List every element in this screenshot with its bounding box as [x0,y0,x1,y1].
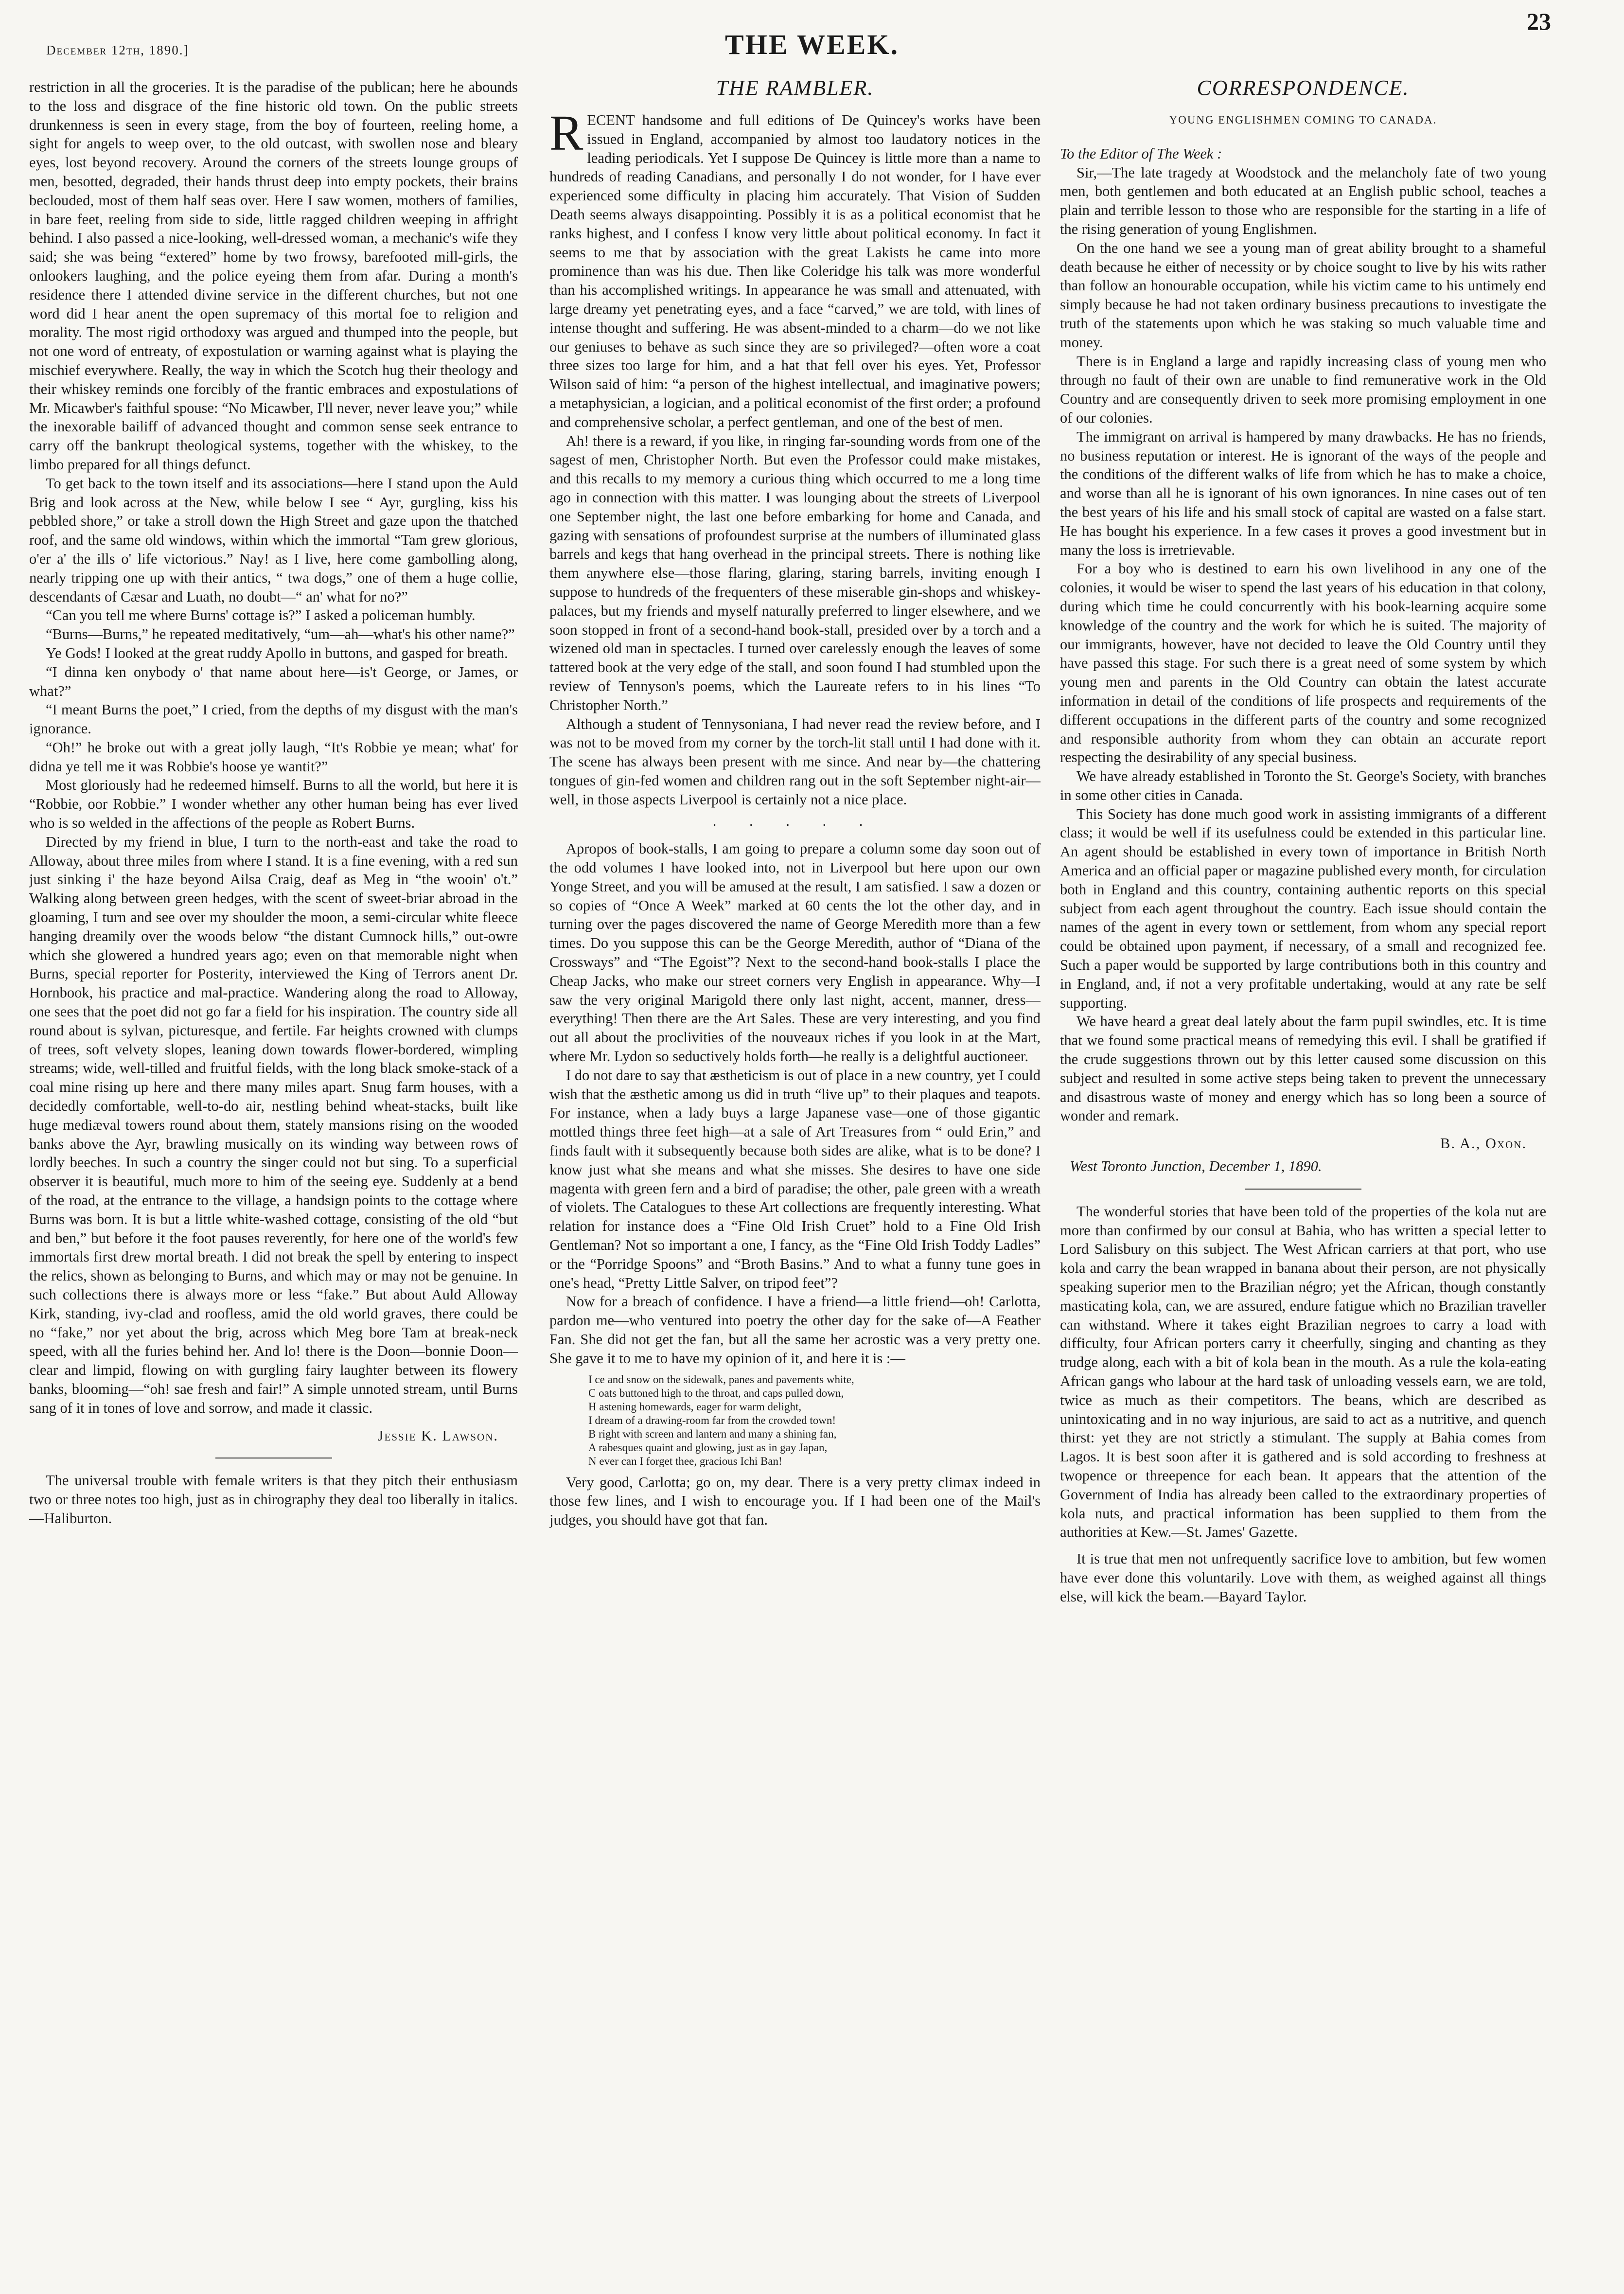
article-paragraph: Although a student of Tennysoniana, I had never read the review before, and I was not to be moved from my corner by the torch-lit stall until I had done with it. The scene has always been present with me since. And near by—the chattering tongues of gin-fed women and children rang out in the soft September night-air—well, in those aspects Liverpool is certainly not a nice place. [549,715,1041,808]
letter-paragraph: We have heard a great deal lately about the farm pupil swindles, etc. It is time that we found some practical means of remedying this evil. I shall be gratified if the crude suggestions thrown out by this letter caused some discussion on this subject and resulted in some active steps being taken to prevent the unnecessary and disastrous waste of money and energy which has so long been a source of wonder and remark. [1060,1013,1546,1124]
newspaper-title: THE WEEK. [725,29,899,60]
letter-paragraph: There is in England a large and rapidly increasing class of young men who through no fault of their own are unable to find remunerative work in the Old Country and are consequently driven to seek more promising employment in one of our colonies. [1060,353,1546,426]
article-paragraph: RECENT handsome and full editions of De Quincey's works have been issued in England, accompanied by almost too laudatory notices in the leading periodicals. Yet I suppose De Quincey is little more than a name to hundreds of reading Canadians, and personally I do not wonder, for I have ever experienced some difficulty in placing him accurately. That Vision of Sudden Death seems always disappointing. Possibly it is as a political economist that he ranks highest, and I confess I know very little about political economy. In fact it seems to me that by association with the great Lakists he came into more prominence than was his due. Then like Coleridge his talk was more wonderful than his accomplished writings. In appearance he was small and attenuated, with large dreamy yet penetrating eyes, and a face “carved,” we are told, with lines of intense thought and suffering. He was absent-minded to a charm—do we not like our geniuses to behave as such since they are so privileged?—often wore a coat three sizes too large for him, and a hat that fell over his eyes. Yet, Professor Wilson said of him: “a person of the highest intellectual, and imaginative powers; a metaphysician, a logician, and a political economist of the first order; a profound and comprehensive scholar, a perfect gentleman, and one of the best of men. [549,105,1041,430]
column-left [29,78,518,2286]
letter-heading: YOUNG ENGLISHMEN COMING TO CANADA. [1169,114,1437,126]
article-paragraph: “I meant Burns the poet,” I cried, from the depths of my disgust with the man's ignorance. [29,701,518,737]
drop-cap: R [549,105,583,161]
article-paragraph: “I dinna ken onybody o' that name about here—is't George, or James, or what?” [29,663,518,699]
article-paragraph: “Can you tell me where Burns' cottage is?” I asked a policeman humbly. [46,607,476,624]
poem-line: H astening homewards, eager for warm delight, [588,1400,802,1413]
article-paragraph: Now for a breach of confidence. I have a friend—a little friend—oh! Carlotta, pardon me—who ventured into poetry the other day for the sake of—A Feather Fan. She did not get the fan, but all the same her acrostic was a very pretty one. She gave it to me to have my opinion of it, and here it is :— [549,1293,1041,1367]
poem-line: A rabesques quaint and glowing, just as in gay Japan, [588,1441,828,1454]
poem-line: I dream of a drawing-room far from the crowded town! [588,1414,836,1426]
column-right [1060,78,1546,2286]
letter-paragraph: For a boy who is destined to earn his own livelihood in any one of the colonies, it would be wiser to spend the last years of his education in that colony, during which time he could concurrently with his book-learning acquire some knowledge of the country and the work for which he is suited. The majority of our immigrants, however, have not decided to leave the Old Country until they have passed this stage. For such there is a great need of some system by which young men and parents in the Old Country can obtain the latest accurate information in detail of the conditions of life prospects and requirements of the different occupations in the different parts of the country and some recognized and responsible authority from whom they can obtain an accurate report respecting the desirability of any special business. [1060,560,1546,766]
article-paragraph: Ah! there is a reward, if you like, in ringing far-sounding words from one of the sagest of men, Christopher North. But even the Professor could make mistakes, and this recalls to my memory a curious thing which occurred to me a long time ago in connection with this matter. I was lounging about the streets of Liverpool one September night, the last one before embarking for home and Canada, and gazing with sensations of profoundest surprise at the numbers of illuminated glass barrels and kegs that hang overhead in the principal streets. There is nothing like them anywhere else—those flaring, glaring, staring barrels, inviting enough I suppose to hundreds of the frequenters of these miserable gin-shops and whiskey-palaces, but my friends and myself naturally preferred to linger elsewhere, and we soon stopped in front of a second-hand book-stall, presided over by a torch and a wizened old man in spectacles. I turned over carelessly enough the leaves of some tattered book at the very edge of the stall, and soon found I had stumbled upon the review of Tennyson's poems, which the Laureate refers to in his lines “To Christopher North.” [549,432,1041,713]
article-paragraph: To get back to the town itself and its associations—here I stand upon the Auld Brig and look across at the New, while below I see “ Ayr, gurgling, kiss his pebbled shore,” or take a stroll down the High Street and gaze upon the thatched roof, and the same old windows, within which the immortal “Tam grew glorious, o'er a' the ills o' life victorious.” Nay! as I live, here come gambolling along, nearly tripping one up with their antics, “ twa dogs,” one of them a huge collie, descendants of Cæsar and Luath, no doubt—“ an' what for no?” [29,475,518,605]
letter-paragraph: We have already established in Toronto the St. George's Society, with branches in some other cities in Canada. [1060,768,1546,803]
letter-paragraph: The immigrant on arrival is hampered by many drawbacks. He has no friends, no business reputation or interest. He is ignorant of the ways of the people and the conditions of the different walks of life from which he has to make a choice, and worse than all he is ignorant of his own ignorances. In nine cases out of ten the best years of his life and his small stock of capital are wasted on a false start. He has bought his experience. In a few cases it proves a good investment but in many the loss is irretrievable. [1060,428,1546,558]
poem-line: I ce and snow on the sidewalk, panes and pavements white, [588,1373,854,1386]
section-heading-correspondence: CORRESPONDENCE. [1197,78,1410,100]
acrostic-poem [588,1373,1041,1468]
article-paragraph: I do not dare to say that æstheticism is out of place in a new country, yet I could wish that the æsthetic among us did in truth “live up” to their plaques and teapots. For instance, when a lady buys a large Japanese vase—one of those gigantic mottled things three feet high—at a sale of Art Treasures from “ ould Erin,” and finds fault with it subsequently because both sides are alike, what is to be done? I know just what she means and what she misses. She desires to have one side magenta with green fern and a bird of paradise; the other, pale green with a wreath of violets. The Catalogues to these Art collections are frequently interesting. What relation for instance does a “Fine Old Irish Cruet” hold to a Fine Old Irish Gentleman? Not so important a one, I fancy, as the “Fine Old Irish Toddy Ladles” or the “Porridge Spoons” and “Broth Basins.” And to what a funny tune goes in one's head, “Pretty Little Salver, on tripod feet”? [549,1067,1041,1291]
article-paragraph: Ye Gods! I looked at the great ruddy Apollo in buttons, and gasped for breath. [46,644,508,661]
letter-paragraph: On the one hand we see a young man of great ability brought to a shameful death because he either of necessity or by choice sought to live by his wits rather than follow an honourable occupation, while his victim came to his untimely end simply because he had not taken ordinary business precautions to investigate the truth of the statements upon which he was staking so much valuable time and money. [1060,239,1546,351]
filler-quote: The universal trouble with female writers is that they pitch their enthusiasm two or three notes too high, just as in chirography they deal too liberally in italics.—Haliburton. [29,1472,518,1527]
article-paragraph: “Burns—Burns,” he repeated meditatively, “um—ah—what's his other name?” [46,626,515,643]
article-paragraph: Apropos of book-stalls, I am going to prepare a column some day soon out of the odd volumes I have looked into, not in Liverpool but here upon our own Yonge Street, and you will be amused at the result, I am satisfied. I saw a dozen or so copies of “Once A Week” marked at 60 cents the lot the other day, and in turning over the pages discovered the name of George Meredith more than a few times. Do you suppose this can be the George Meredith, author of “Diana of the Crossways” and “The Egoist”? Next to the second-hand book-stalls I place the Cheap Jacks, who make our street corners very English in appearance. Why—I saw the very original Marigold there only last night, accent, manner, dress—everything! Then there are the Art Sales. These are very interesting, and you find out all about the proclivities of the nouveaux riches if you look in at the Mart, where Mr. Lydon so seductively holds forth—he really is a delightful auctioneer. [549,840,1041,1065]
letter-paragraph: This Society has done much good work in assisting immigrants of a different class; it would be well if its usefulness could be extended in this particular line. An agent should be established in every town of importance in British North America and an official paper or magazine published every month, for circulation both in England and this country, containing authentic reports on this special subject from each agent throughout the country. Each issue should contain the names of the agent in every town or settlement, from whom any special report could be obtained upon payment, if necessary, of a small and recognized fee. Such a paper would be supported by large contributions both in this country and in England, and, if not a very profitable undertaking, would at any rate be self supporting. [1060,805,1546,1011]
letter-paragraph: Sir,—The late tragedy at Woodstock and the melancholy fate of two young men, both gentlemen and both educated at an English public school, teaches a plain and terrible lesson to those who are responsible for the starting in a life of the rising generation of young Englishmen. [1060,164,1546,237]
poem-line: C oats buttoned high to the throat, and caps pulled down, [588,1387,844,1399]
filler-quote: It is true that men not unfrequently sacrifice love to ambition, but few women have ever done this voluntarily. Love with them, as weighed against all things else, will kick the beam.—Bayard Taylor. [1060,1550,1546,1605]
article-paragraph: “Oh!” he broke out with a great jolly laugh, “It's Robbie ye mean; what' for didna ye tell me it was Robbie's hoose ye wantit?” [29,739,518,775]
article-paragraph: Very good, Carlotta; go on, my dear. There is a very pretty climax indeed in those few lines, and I wish to encourage you. If I had been one of the Mail's judges, you should have got that fan. [549,1474,1041,1529]
article-paragraph: The wonderful stories that have been told of the properties of the kola nut are more than confirmed by our consul at Bahia, who has written a special letter to Lord Salisbury on this subject. The West African carriers at that port, who use kola and carry the bean wrapped in banana about their person, are not physically speaking superior men to the Brazilian négro; yet the African, though constantly masticating kola, can, we are assured, endure fatigue which no Brazilian traveller can withstand. Where it takes eight Brazilian negroes to carry a load with difficulty, four African porters carry it cheerfully, singing and chanting as they trudge along, each with a bit of kola bean in the mouth. As a rule the kola-eating African gangs who labour at the hard task of unloading vessels earn, we are told, twice as much as their competitors. The beans, which are described as unintoxicating and in no way injurious, are said to act as a nutritive, and quench thirst: yet they are not strictly a stimulant. The supply at Bahia comes from Lagos. It is best soon after it is gathered and is sold according to freshness at twopence or threepence for each bean. It appears that the attention of the Government of India has already been called to the extraordinary properties of kola nuts, and practical information has been supplied to them from the authorities at Kew.—St. James' Gazette. [1060,1203,1546,1541]
article-paragraph: restriction in all the groceries. It is the paradise of the publican; here he abounds to the loss and disgrace of the fine historic old town. On the public streets drunkenness is seen in every stage, from the boy of fourteen, reeling home, a sight for angels to weep over, to the old outcast, with swollen nose and bleary eyes, lost beyond recovery. Around the corners of the streets lounge groups of men, besotted, degraded, their hands thrust deep into empty pockets, their brains beclouded, most of them half seas over. Here I saw women, mothers of families, in bare feet, reeling from side to side, little ragged children weeping in affright behind. I also passed a nice-looking, well-dressed woman, a mechanic's wife they said; she was being “extered” home by two frowsy, barefooted mill-girls, the onlookers laughing, and the police eyeing them from afar. During a month's residence there I attended divine service in the different churches, but not one word did I hear anent the open supremacy of this mortal foe to religion and morality. The most rigid orthodoxy was argued and thumped into the people, but not one word of entreaty, of expostulation or warning against what is playing the mischief everywhere. Really, the way in which the Scotch hug their theology and their whiskey reminds one forcibly of the frantic embraces and expostulations of Mr. Micawber's faithful spouse: “No Micawber, I'll never, never leave you;” while the inexorable bailiff of advanced thought and common sense seek entrance to carry off the bankrupt theological systems, together with the whiskey, to the limbo prepared for all things defunct. [29,79,518,473]
column-middle [549,78,1041,2286]
section-break: . . . . . [712,813,878,830]
letter-dateline: West Toronto Junction, December 1, 1890. [1070,1158,1322,1175]
divider [1245,1189,1361,1190]
section-heading-rambler: THE RAMBLER. [716,78,874,100]
author-signature: Jessie K. Lawson. [377,1427,498,1444]
article-paragraph: Directed by my friend in blue, I turn to the north-east and take the road to Alloway, about three miles from where I stand. It is a fine evening, with a red sun just sinking i' the haze beyond Ailsa Craig, deaf as Meg in “the wooin' o't.” Walking along between green hedges, with the scent of sweet-briar abroad in the gloaming, I turn and see over my shoulder the moon, a semi-circular white fleece hanging dreamily over the woods below “the distant Cumnock hills,” out-owre which she glowered a hundred years ago; even on that memorable night when Burns, special reporter for Posterity, interviewed the King of Terrors anent Dr. Hornbook, his practice and mal-practice. Wandering along the road to Alloway, one sees that the poet did not go far a field for his inspiration. The country side all round about is sylvan, picturesque, and fertile. Far heights crowned with clumps of trees, soft velvety slopes, leaning down towards flower-bordered, wimpling streams; wide, well-tilled and fruitful fields, with the long black smoke-stack of a coal mine rising up here and there many miles apart. Snug farm houses, with a decidedly comfortable, well-to-do air, nestling behind wheat-stacks, built like huge mediæval towers round about them, stately mansions rising on the wooded banks above the Ayr, brawling musically on its winding way between rows of lordly beeches. In such a country the singer could not but sing. To a superficial observer it is beautiful, much more to him of the seeing eye. Suddenly at a bend of the road, at the entrance to the village, a handsign points to the cottage where Burns was born. It is but a little white-washed cottage, consisting of the old “but and ben,” but before it the foot pauses reverently, for here one of the world's few immortals first drew mortal breath. I did not break the spell by entering to inspect the relics, shown as belonging to Burns, and which may or may not be genuine. In such collections there is always more or less “fake.” But about Auld Alloway Kirk, standing, ivy-clad and roofless, amid the old world graves, there could be no “fake,” nor yet about the brig, across which Meg bore Tam at break-neck speed, with all the furies behind her. And lo! there is the Doon—bonnie Doon—clear and limpid, flowing on with gurgling fairy laughter between its flowery banks, blooming—“oh! sae fresh and fair!” A simple unnoted stream, until Burns sang of it in tones of love and sorrow, and made it classic. [29,833,518,1416]
poem-line: N ever can I forget thee, gracious Ichi Ban! [588,1455,782,1467]
article-paragraph: Most gloriously had he redeemed himself. Burns to all the world, but here it is “Robbie, oor Robbie.” I wonder whether any other human being has ever lived who is so welded in the affections of the people as Robert Burns. [29,777,518,832]
issue-date: December 12th, 1890.] [46,43,189,57]
poem-line: B right with screen and lantern and many a shining fan, [588,1427,837,1440]
letter-signature: B. A., Oxon. [1440,1135,1527,1152]
masthead [0,0,1624,73]
salutation: To the Editor of The Week : [1060,145,1222,162]
page-number: 23 [1527,8,1551,35]
